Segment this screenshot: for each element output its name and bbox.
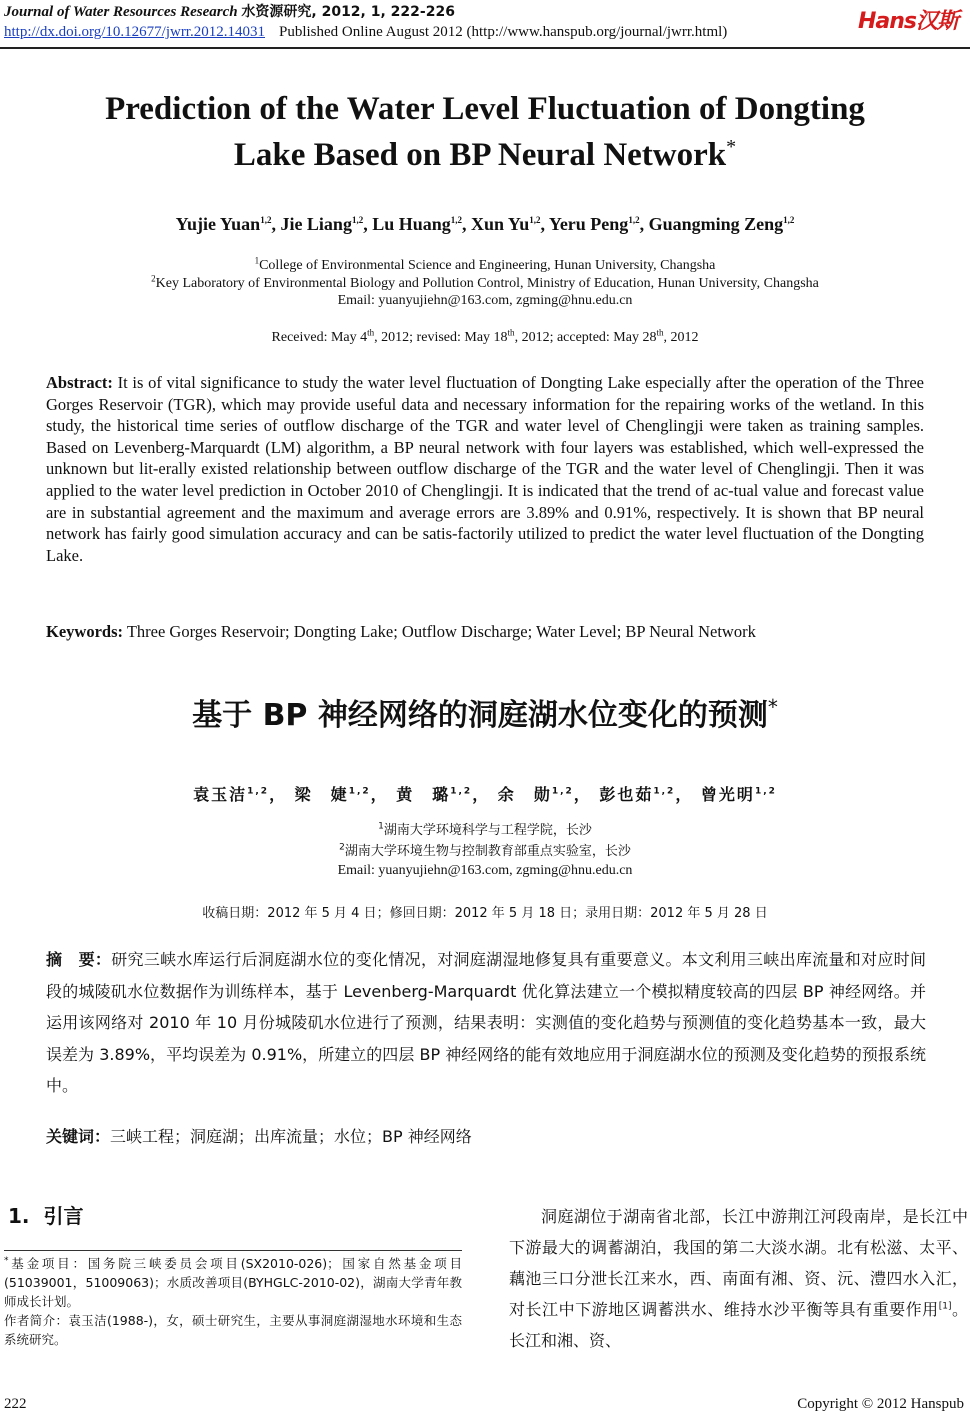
author-en: Yeru Peng$^{1,2}$, [548,214,649,234]
affiliation-en-1: $^1$College of Environmental Science and Engineering, Hunan University, Changsha [254,255,716,273]
footnote-funding: *基金项目：国务院三峡委员会项目(SX2010-026)；国家自然基金项目(51039001，51009063)；水质改善项目(BYHGLC-2010-02)，湖南大学青年教师成长计划。 [4,1255,462,1309]
author-en: Jie Liang$^{1,2}$, [280,214,373,234]
abstract-cn [46,944,926,1102]
title-en-footnote-mark: * [726,136,737,158]
keywords-cn-label: 关键词： [46,1127,111,1146]
journal-header [4,2,964,48]
affiliation-cn-2: $^2$湖南大学环境生物与控制教育部重点实验室，长沙 [339,842,631,859]
abstract-en-label: Abstract: [46,373,113,392]
hanspub-logo: Hans汉斯 [857,9,958,34]
abstract-en [46,372,924,566]
received-dates-en: Received: May 4th, 2012; revised: May 18th, 2012; accepted: May 28th, 2012 [271,327,699,345]
author-en: Yujie Yuan$^{1,2}$, [175,214,281,234]
title-cn-footnote-mark: * [767,695,778,719]
citation-ref[interactable]: [1] [938,1301,952,1312]
author-list-en [30,214,940,235]
page-number: 222 [4,1396,27,1412]
author-cn: 袁玉洁$^{1,2}$， [193,785,288,804]
keywords-cn-text: 三峡工程；洞庭湖；出库流量；水位；BP 神经网络 [110,1127,472,1146]
journal-name: Journal of Water Resources Research [4,4,238,20]
title-en-line2: Lake Based on BP Neural Network [233,137,727,173]
contact-email-en: Email: yuanyujiehn@163.com, zgming@hnu.edu.cn [337,293,633,308]
journal-name-line [4,2,964,22]
author-en: Xun Yu$^{1,2}$, [471,214,549,234]
footnote-divider [4,1250,462,1251]
title-en-line1: Prediction of the Water Level Fluctuation of Dongting [105,91,865,127]
introduction-body: 洞庭湖位于湖南省北部，长江中游荆江河段南岸，是长江中下游最大的调蓄湖泊，我国的第二大淡水湖。北有松滋、太平、藕池三口分泄长江来水，西、南面有湘、资、沅、澧四水入汇，对长江中下游地区调蓄洪水、维持水沙平衡等具有重要作用[1]。长江和湘、资、 [509,1207,968,1350]
author-en: Guangming Zeng$^{1,2}$ [648,214,795,234]
contact-email-cn: Email: yuanyujiehn@163.com, zgming@hnu.edu.cn [337,863,633,878]
doi-link[interactable]: http://dx.doi.org/10.12677/jwrr.2012.14031 [4,24,265,40]
journal-name-cn: 水资源研究, 2012, 1, 222-226 [241,4,455,20]
keywords-en [46,622,924,642]
author-cn: 黄 璐$^{1,2}$， [396,785,491,804]
author-list-cn [30,782,940,805]
author-cn: 余 勋$^{1,2}$， [497,785,592,804]
keywords-cn [46,1124,926,1147]
author-cn: 彭也茹$^{1,2}$， [599,785,694,804]
footnotes [4,1254,462,1349]
received-dates-cn: 收稿日期：2012 年 5 月 4 日；修回日期：2012 年 5 月 18 日；录用日期：2012 年 5 月 28 日 [202,906,768,921]
abstract-en-text: It is of vital significance to study the water level fluctuation of Dongting Lake especially after the operation of the Three Gorges Reservoir (TGR), which may provide useful data and necessary information for the repairing works of the wetland. In this study, the historical time series of outflow discharge of the TGR and water level of Chenglingji were taken as training samples. Based on Levenberg-Marquardt (LM) algorithm, a BP neural network with four layers was established, which well-expressed the unknown but lit-erally existed relationship between outflow discharge of the TGR and the water level of Chenglingji. Then it was applied to the water level prediction in October 2010 of Chenglingji. It is indicated that the trend of ac-tual value and forecast value are in substantial agreement and the maximum and average errors are 3.89% and 0.91%, respectively. It is shown that BP neural network has fairly good simulation accuracy and can be satis-factorily utilized to predict the water level fluctuation of the Dongting Lake. [46,373,925,565]
abstract-cn-label: 摘 要： [46,950,112,969]
keywords-en-text: Three Gorges Reservoir; Dongting Lake; Outflow Discharge; Water Level; BP Neural Network [126,622,756,641]
author-cn: 梁 婕$^{1,2}$， [294,785,389,804]
affiliation-en-2: $^2$Key Laboratory of Environmental Biology and Pollution Control, Ministry of Education, Hunan University, Changsha [151,273,819,291]
paper-title-en [30,86,940,178]
section-heading-introduction: 1. 引言 [8,1204,84,1228]
abstract-cn-text: 研究三峡水库运行后洞庭湖水位的变化情况，对洞庭湖湿地修复具有重要意义。本文利用三峡出库流量和对应时间段的城陵矶水位数据作为训练样本，基于 Levenberg-Marquardt 优化算法建立一个模拟精度较高的四层 BP 神经网络。并运用该网络对 2010 年 10 月份城陵矶水位进行了预测，结果表明：实测值的变化趋势与预测值的变化趋势基本一致，最大误差为 3.89%，平均误差为 0.91%，所建立的四层 BP 神经网络的能有效地应用于洞庭湖水位的预测及变化趋势的预报系统中。 [46,950,926,1095]
doi-line [4,22,964,43]
copyright-notice: Copyright © 2012 Hanspub [797,1396,964,1412]
header-divider [0,47,970,49]
paper-title-cn: 基于 BP 神经网络的洞庭湖水位变化的预测* [192,695,778,733]
keywords-en-label: Keywords: [46,622,123,641]
author-en: Lu Huang$^{1,2}$, [372,214,471,234]
footnote-author-bio: 作者简介：袁玉洁(1988-)，女，硕士研究生，主要从事洞庭湖湿地水环境和生态系统研究。 [4,1313,462,1347]
author-cn: 曾光明$^{1,2}$ [700,785,777,804]
affiliation-cn-1: $^1$湖南大学环境科学与工程学院，长沙 [378,821,592,838]
published-online: Published Online August 2012 (http://www.hanspub.org/journal/jwrr.html) [278,24,728,40]
